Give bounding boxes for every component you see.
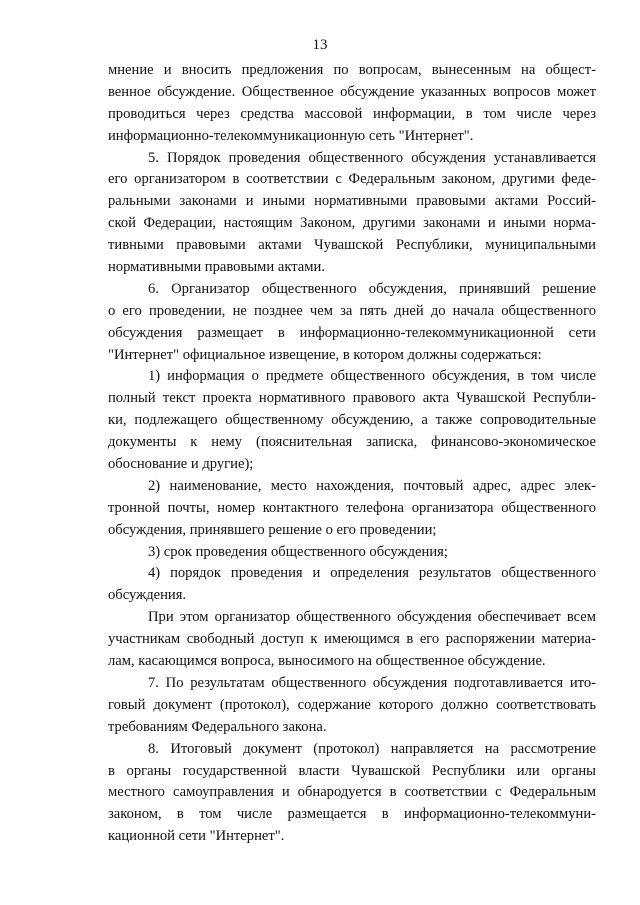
text-line: мнение и вносить предложения по вопросам, вынесенным на общест- (108, 62, 596, 78)
text-line: тивными правовыми актами Чувашской Республики, муниципальными (108, 237, 596, 254)
text-line: 6. Организатор общественного обсуждения, принявший решение (148, 280, 596, 297)
page-number: 13 (312, 37, 328, 53)
text-line: документы к нему (пояснительная записка, финансово-экономическое (108, 434, 596, 451)
text-line: участникам свободный доступ к имеющимся в его распоряжении материа- (108, 631, 596, 648)
text-line: 7. По результатам общественного обсуждения подготавливается ито- (148, 674, 596, 691)
text-line: 1) информация о предмете общественного обсуждения, в том числе (148, 368, 596, 385)
text-line: в органы государственной власти Чувашской Республики или органы (108, 762, 596, 779)
text-line: венное обсуждение. Общественное обсуждение указанных вопросов может (108, 83, 596, 100)
text-line: о его проведении, не позднее чем за пять дней до начала общественного (108, 302, 596, 319)
text-line: 5. Порядок проведения общественного обсуждения устанавливается (148, 149, 596, 166)
text-line: проводиться через средства массовой информации, в том числе через (108, 105, 596, 122)
text-line: 4) порядок проведения и определения результатов общественного (148, 565, 596, 582)
text-line: ской Федерации, настоящим Законом, другими законами и иными норма- (108, 215, 596, 232)
text-line: нормативными правовыми актами. (108, 259, 325, 276)
text-line: 3) срок проведения общественного обсуждения; (148, 543, 448, 560)
text-line: лам, касающимся вопроса, выносимого на общественное обсуждение. (108, 653, 546, 670)
text-line: полный текст проекта нормативного правового акта Чувашской Республи- (108, 390, 596, 407)
text-line: ки, подлежащего общественному обсуждению, а также сопроводительные (108, 412, 596, 429)
text-line: обсуждения, принявшего решение о его проведении; (108, 521, 437, 538)
text-line: тронной почты, номер контактного телефона организатора общественного (108, 499, 596, 516)
text-line: требованиям Федерального закона. (108, 718, 327, 735)
text-line: обсуждения. (108, 587, 187, 604)
text-line: говый документ (протокол), содержание которого должно соответствовать (108, 696, 596, 713)
text-line: его организатором в соответствии с Федеральным законом, другими феде- (108, 171, 596, 188)
text-line: кационной сети "Интернет". (108, 828, 285, 845)
text-line: 2) наименование, место нахождения, почтовый адрес, адрес элек- (148, 477, 596, 494)
text-line: 8. Итоговый документ (протокол) направляется на рассмотрение (148, 740, 596, 757)
text-line: информационно-телекоммуникационную сеть "Интернет". (108, 127, 474, 144)
text-line: обоснование и другие); (108, 456, 254, 473)
text-line: "Интернет" официальное извещение, в котором должны содержаться: (108, 346, 542, 363)
text-line: При этом организатор общественного обсуждения обеспечивает всем (148, 609, 596, 626)
text-line: ральными законами и иными нормативными правовыми актами Россий- (108, 193, 596, 210)
document-body-text (108, 60, 596, 848)
text-line: законом, в том числе размещается в информационно-телекоммуни- (108, 806, 596, 823)
text-line: местного самоуправления и обнародуется в соответствии с Федеральным (108, 784, 596, 801)
text-line: обсуждения размещает в информационно-телекоммуникационной сети (108, 324, 596, 341)
